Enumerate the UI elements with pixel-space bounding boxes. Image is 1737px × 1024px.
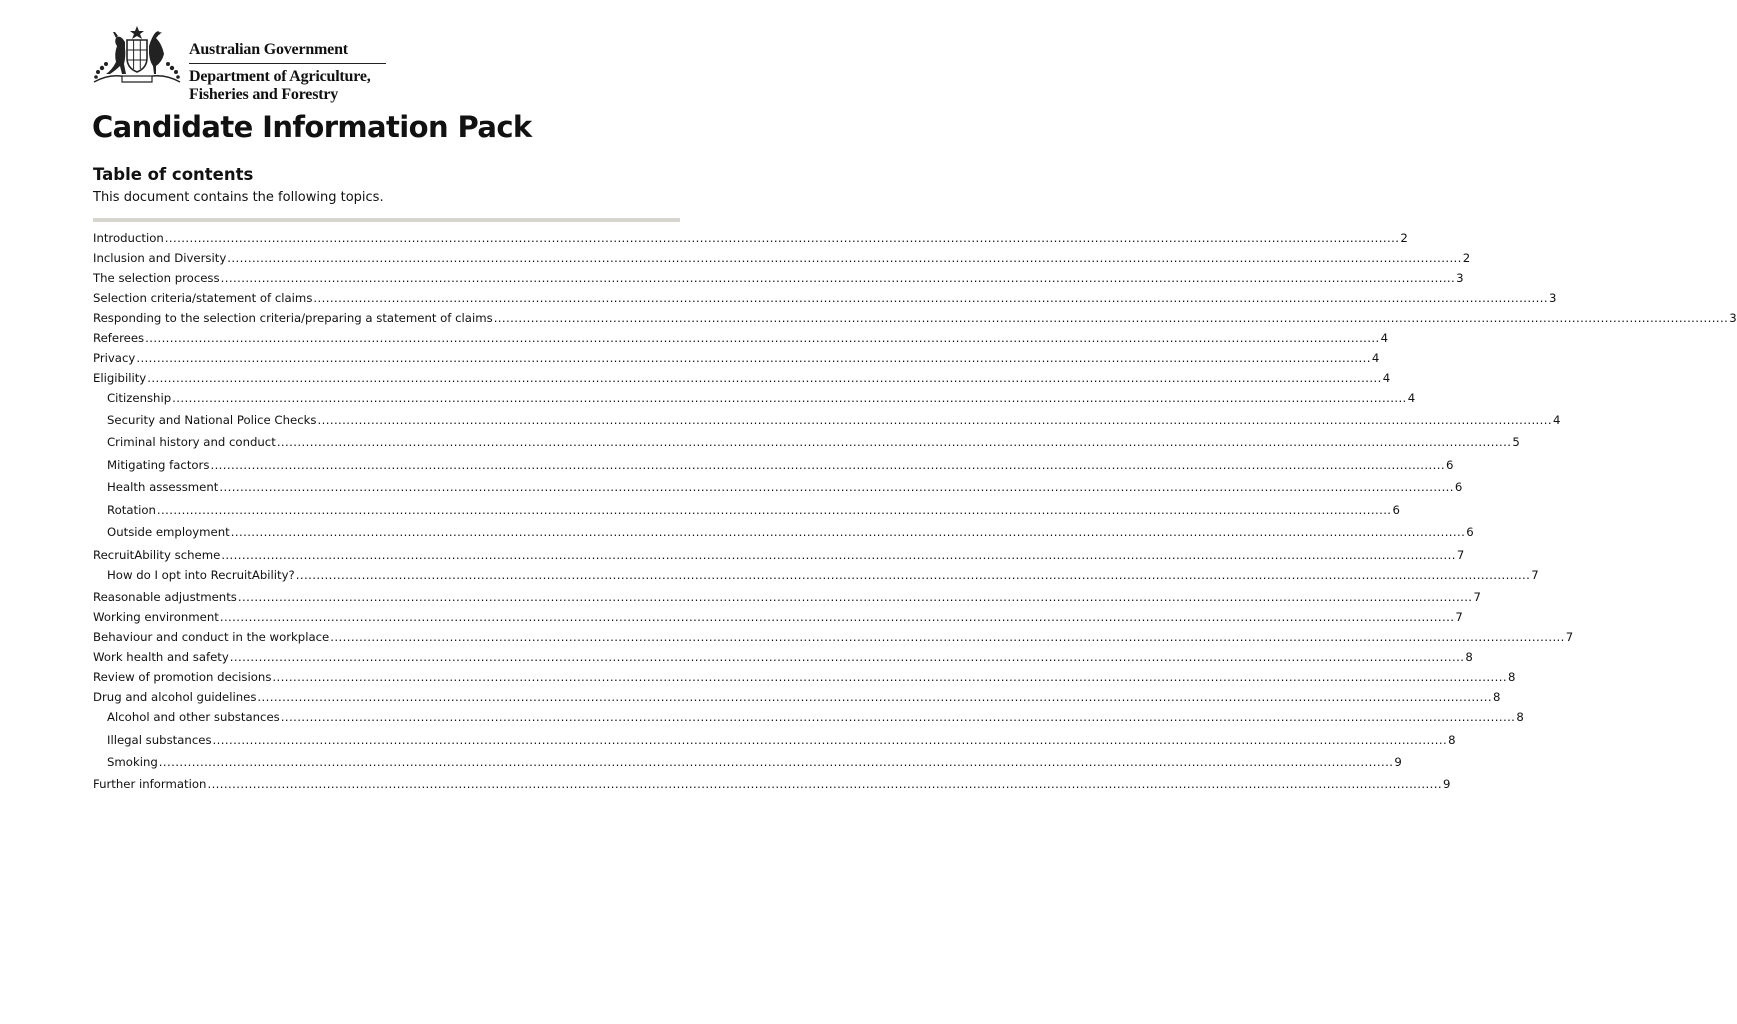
toc-entry[interactable] (93, 269, 1464, 287)
toc-entry[interactable] (93, 588, 1481, 606)
toc-entry-page-number: 6 (1392, 503, 1400, 517)
toc-entry[interactable] (93, 546, 1465, 564)
toc-entry-page-number: 8 (1507, 670, 1516, 684)
document-title: Candidate Information Pack (92, 110, 532, 144)
toc-dot-leader: ............................................................................................................................................................................................................................................................................................................ (221, 548, 1456, 562)
toc-entry-page-number: 6 (1446, 458, 1454, 472)
toc-dot-leader: ............................................................................................................................................................................................................................................................................................................ (280, 710, 1516, 724)
toc-entry-label: Smoking (107, 755, 158, 769)
toc-entry-label: Introduction (93, 231, 164, 245)
toc-entry-label: Criminal history and conduct (107, 435, 276, 449)
toc-entry-label: Drug and alcohol guidelines (93, 690, 257, 704)
toc-entry[interactable] (107, 478, 1463, 496)
toc-entry[interactable] (93, 688, 1501, 706)
toc-entry[interactable] (107, 731, 1456, 749)
toc-entry[interactable] (93, 329, 1389, 347)
toc-dot-leader: ............................................................................................................................................................................................................................................................................................................ (136, 351, 1371, 365)
toc-dot-leader: ............................................................................................................................................................................................................................................................................................................ (227, 251, 1462, 265)
toc-entry-label: Review of promotion decisions (93, 670, 272, 684)
government-masthead (189, 40, 386, 104)
toc-entry-label: Illegal substances (107, 733, 212, 747)
toc-heading: Table of contents (93, 165, 254, 184)
government-name: Australian Government (189, 41, 348, 58)
toc-dot-leader: ............................................................................................................................................................................................................................................................................................................ (219, 610, 1455, 624)
toc-entry-label: The selection process (93, 271, 220, 285)
toc-entry-label: Inclusion and Diversity (93, 251, 227, 265)
toc-entry-page-number: 8 (1492, 690, 1501, 704)
toc-entry-label: Security and National Police Checks (107, 413, 317, 427)
toc-entry[interactable] (93, 628, 1574, 646)
toc-entry[interactable] (93, 648, 1473, 666)
toc-entry-page-number: 7 (1473, 590, 1481, 604)
toc-entry-page-number: 4 (1553, 413, 1561, 427)
toc-entry[interactable] (107, 566, 1539, 584)
toc-entry-page-number: 2 (1400, 231, 1408, 245)
toc-entry-page-number: 8 (1448, 733, 1456, 747)
toc-entry[interactable] (93, 608, 1463, 626)
toc-entry-page-number: 8 (1516, 710, 1524, 724)
toc-entry-page-number: 4 (1382, 371, 1391, 385)
toc-entry-label: Citizenship (107, 391, 172, 405)
toc-dot-leader: ............................................................................................................................................................................................................................................................................................................ (207, 777, 1442, 791)
toc-dot-leader: ............................................................................................................................................................................................................................................................................................................ (147, 371, 1382, 385)
toc-dot-leader: ............................................................................................................................................................................................................................................................................................................ (276, 435, 1512, 449)
toc-entry-label: Further information (93, 777, 207, 791)
toc-entry[interactable] (107, 456, 1454, 474)
toc-entry[interactable] (93, 668, 1516, 686)
toc-entry-label: Work health and safety (93, 650, 229, 664)
toc-entry-page-number: 9 (1443, 777, 1451, 791)
toc-entry-label: Outside employment (107, 525, 230, 539)
toc-entry-page-number: 7 (1565, 630, 1574, 644)
toc-entry-page-number: 3 (1456, 271, 1464, 285)
toc-dot-leader: ............................................................................................................................................................................................................................................................................................................ (172, 391, 1407, 405)
toc-entry[interactable] (107, 389, 1416, 407)
toc-entry[interactable] (93, 349, 1380, 367)
toc-entry[interactable] (93, 775, 1451, 793)
toc-entry[interactable] (107, 708, 1524, 726)
toc-entry-label: Rotation (107, 503, 156, 517)
toc-dot-leader: ............................................................................................................................................................................................................................................................................................................ (295, 568, 1531, 582)
toc-entry[interactable] (107, 411, 1561, 429)
toc-dot-leader: ............................................................................................................................................................................................................................................................................................................ (156, 503, 1392, 517)
toc-dot-leader: ............................................................................................................................................................................................................................................................................................................ (313, 291, 1548, 305)
toc-dot-leader: ............................................................................................................................................................................................................................................................................................................ (493, 311, 1729, 325)
toc-entry[interactable] (93, 309, 1737, 327)
toc-entry-page-number: 9 (1394, 755, 1402, 769)
toc-dot-leader: ............................................................................................................................................................................................................................................................................................................ (210, 458, 1445, 472)
toc-entry-page-number: 4 (1407, 391, 1416, 405)
toc-entry-page-number: 7 (1455, 610, 1463, 624)
toc-entry-label: Working environment (93, 610, 219, 624)
toc-entry-page-number: 3 (1729, 311, 1737, 325)
toc-entry-page-number: 6 (1454, 480, 1463, 494)
toc-entry-label: Eligibility (93, 371, 147, 385)
department-name-line-2: Fisheries and Forestry (189, 86, 339, 103)
department-name-line-1: Department of Agriculture, (189, 68, 371, 85)
toc-entry-label: Selection criteria/statement of claims (93, 291, 313, 305)
toc-dot-leader: ............................................................................................................................................................................................................................................................................................................ (257, 690, 1492, 704)
toc-dot-leader: ............................................................................................................................................................................................................................................................................................................ (145, 331, 1380, 345)
toc-dot-leader: ............................................................................................................................................................................................................................................................................................................ (330, 630, 1565, 644)
toc-entry-page-number: 3 (1548, 291, 1557, 305)
toc-entry-label: Responding to the selection criteria/preparing a statement of claims (93, 311, 493, 325)
coat-of-arms-icon (92, 24, 182, 88)
toc-entry-label: RecruitAbility scheme (93, 548, 221, 562)
toc-entry-page-number: 5 (1512, 435, 1520, 449)
toc-entry[interactable] (93, 289, 1557, 307)
toc-entry-page-number: 6 (1466, 525, 1474, 539)
toc-entry-page-number: 7 (1456, 548, 1465, 562)
toc-dot-leader: ............................................................................................................................................................................................................................................................................................................ (230, 525, 1466, 539)
toc-dot-leader: ............................................................................................................................................................................................................................................................................................................ (272, 670, 1507, 684)
toc-entry-page-number: 4 (1371, 351, 1380, 365)
toc-entry[interactable] (93, 369, 1391, 387)
toc-dot-leader: ............................................................................................................................................................................................................................................................................................................ (164, 231, 1400, 245)
toc-dot-leader: ............................................................................................................................................................................................................................................................................................................ (158, 755, 1394, 769)
toc-entry-label: Health assessment (107, 480, 219, 494)
masthead-divider (189, 63, 386, 64)
toc-dot-leader: ............................................................................................................................................................................................................................................................................................................ (237, 590, 1473, 604)
toc-intro-text: This document contains the following topics. (93, 190, 384, 205)
toc-entry[interactable] (107, 433, 1520, 451)
toc-entry-page-number: 4 (1380, 331, 1389, 345)
toc-entry-label: Privacy (93, 351, 136, 365)
toc-entry-label: Referees (93, 331, 145, 345)
toc-entry[interactable] (107, 753, 1402, 771)
toc-entry-page-number: 8 (1465, 650, 1473, 664)
toc-entry-label: Mitigating factors (107, 458, 210, 472)
toc-entry[interactable] (107, 523, 1474, 541)
toc-entry-label: Reasonable adjustments (93, 590, 237, 604)
toc-entry-label: How do I opt into RecruitAbility? (107, 568, 295, 582)
toc-dot-leader: ............................................................................................................................................................................................................................................................................................................ (212, 733, 1448, 747)
section-divider (93, 218, 680, 222)
toc-dot-leader: ............................................................................................................................................................................................................................................................................................................ (317, 413, 1553, 427)
toc-dot-leader: ............................................................................................................................................................................................................................................................................................................ (220, 271, 1456, 285)
toc-dot-leader: ............................................................................................................................................................................................................................................................................................................ (229, 650, 1465, 664)
toc-dot-leader: ............................................................................................................................................................................................................................................................................................................ (219, 480, 1454, 494)
toc-entry-page-number: 2 (1462, 251, 1471, 265)
toc-entry[interactable] (93, 229, 1408, 247)
toc-entry-label: Alcohol and other substances (107, 710, 280, 724)
toc-entry[interactable] (107, 501, 1400, 519)
toc-entry-page-number: 7 (1531, 568, 1539, 582)
toc-entry-label: Behaviour and conduct in the workplace (93, 630, 330, 644)
toc-entry[interactable] (93, 249, 1471, 267)
